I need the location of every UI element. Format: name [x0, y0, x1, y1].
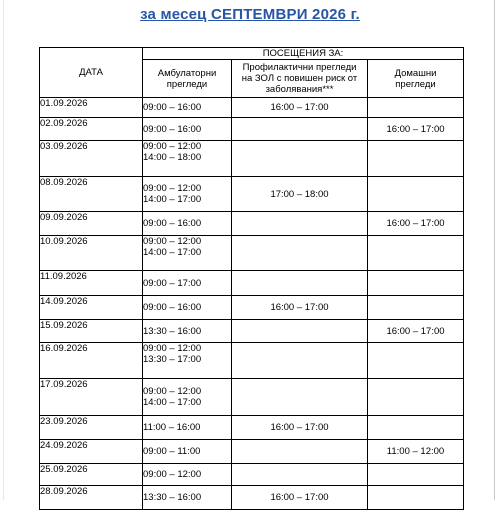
table-row: [40, 343, 464, 379]
time-range: 09:00 – 17:00: [143, 277, 202, 289]
prophylactic-cell: 16:00 – 17:00: [232, 416, 368, 440]
ambulatory-cell: [143, 486, 232, 510]
ambulatory-cell: [143, 236, 232, 271]
time-range: 09:00 – 12:00: [143, 183, 202, 194]
table-row: [40, 379, 464, 416]
date-cell: 10.09.2026: [40, 236, 143, 271]
ambulatory-header: Амбулаторни прегледи: [143, 60, 232, 98]
date-cell: 11.09.2026: [40, 271, 143, 296]
date-cell: 09.09.2026: [40, 212, 143, 236]
ambulatory-cell: [143, 320, 232, 343]
visits-group-header: ПОСЕЩЕНИЯ ЗА:: [143, 48, 464, 60]
time-range: 14:00 – 17:00: [143, 194, 202, 205]
prophylactic-cell: [232, 440, 368, 464]
ambulatory-cell: [143, 177, 232, 212]
page-title: за месец СЕПТЕМВРИ 2026 г.: [140, 6, 360, 23]
time-range: 09:00 – 11:00: [143, 446, 201, 457]
prophylactic-cell: [232, 343, 368, 379]
ambulatory-cell: [143, 296, 232, 320]
table-row: [40, 486, 464, 510]
prophylactic-cell: [232, 320, 368, 343]
home-visit-cell: 16:00 – 17:00: [368, 118, 464, 141]
table-row: [40, 320, 464, 343]
home-visit-cell: 11:00 – 12:00: [368, 440, 464, 464]
ambulatory-cell: [143, 141, 232, 177]
table-row: [40, 440, 464, 464]
date-cell: 23.09.2026: [40, 416, 143, 440]
prophylactic-cell: [232, 464, 368, 486]
time-range: 13:30 – 17:00: [143, 354, 202, 365]
ambulatory-cell: [143, 118, 232, 141]
prophylactic-cell: [232, 236, 368, 271]
date-cell: 02.09.2026: [40, 118, 143, 141]
schedule-body: [40, 98, 464, 510]
time-range: 09:00 – 12:00: [143, 141, 202, 152]
time-range: 11:00 – 16:00: [143, 422, 201, 433]
home-visit-cell: [368, 416, 464, 440]
ambulatory-cell: [143, 343, 232, 379]
ambulatory-cell: [143, 271, 232, 296]
home-visit-cell: [368, 486, 464, 510]
time-range: 14:00 – 17:00: [143, 247, 202, 258]
time-range: 14:00 – 18:00: [143, 152, 202, 163]
time-range: 13:30 – 16:00: [143, 325, 202, 337]
ambulatory-cell: [143, 416, 232, 440]
home-visit-cell: 16:00 – 17:00: [368, 320, 464, 343]
table-row: [40, 141, 464, 177]
ambulatory-cell: [143, 98, 232, 118]
date-cell: 14.09.2026: [40, 296, 143, 320]
time-range: 13:30 – 16:00: [143, 492, 202, 503]
prophylactic-cell: [232, 141, 368, 177]
home-visit-cell: [368, 343, 464, 379]
table-row: [40, 296, 464, 320]
table-row: [40, 236, 464, 271]
prophylactic-cell: [232, 379, 368, 416]
date-cell: 17.09.2026: [40, 379, 143, 416]
ambulatory-cell: [143, 212, 232, 236]
time-range: 14:00 – 17:00: [143, 397, 202, 408]
prophylactic-cell: 17:00 – 18:00: [232, 177, 368, 212]
table-row: [40, 212, 464, 236]
home-visit-cell: [368, 271, 464, 296]
table-row: [40, 271, 464, 296]
table-row: [40, 416, 464, 440]
ambulatory-cell: [143, 464, 232, 486]
prophylactic-cell: 16:00 – 17:00: [232, 486, 368, 510]
prophylactic-cell: [232, 118, 368, 141]
date-cell: 25.09.2026: [40, 464, 143, 486]
date-cell: 01.09.2026: [40, 98, 143, 118]
table-row: [40, 177, 464, 212]
home-visits-header: Домашни прегледи: [368, 60, 464, 98]
time-range: 09:00 – 12:00: [143, 469, 202, 480]
table-row: [40, 118, 464, 141]
home-visit-cell: [368, 236, 464, 271]
date-cell: 08.09.2026: [40, 177, 143, 212]
time-range: 09:00 – 16:00: [143, 218, 202, 229]
home-visit-cell: 16:00 – 17:00: [368, 212, 464, 236]
prophylactic-cell: [232, 212, 368, 236]
prophylactic-cell: 16:00 – 17:00: [232, 296, 368, 320]
prophylactic-header: Профилактични прегледи на ЗОЛ с повишен риск от заболявания***: [232, 60, 368, 98]
home-visit-cell: [368, 379, 464, 416]
date-header: ДАТА: [40, 48, 143, 98]
ambulatory-cell: [143, 379, 232, 416]
home-visit-cell: [368, 98, 464, 118]
date-cell: 24.09.2026: [40, 440, 143, 464]
home-visit-cell: [368, 177, 464, 212]
time-range: 09:00 – 12:00: [143, 343, 202, 354]
home-visit-cell: [368, 141, 464, 177]
schedule-table: [39, 47, 464, 510]
date-cell: 03.09.2026: [40, 141, 143, 177]
time-range: 09:00 – 16:00: [143, 102, 202, 113]
home-visit-cell: [368, 296, 464, 320]
prophylactic-cell: 16:00 – 17:00: [232, 98, 368, 118]
prophylactic-cell: [232, 271, 368, 296]
table-row: [40, 464, 464, 486]
date-cell: 16.09.2026: [40, 343, 143, 379]
time-range: 09:00 – 12:00: [143, 386, 202, 397]
time-range: 09:00 – 16:00: [143, 302, 202, 313]
table-row: [40, 98, 464, 118]
date-cell: 15.09.2026: [40, 320, 143, 343]
time-range: 09:00 – 12:00: [143, 236, 202, 247]
date-cell: 28.09.2026: [40, 486, 143, 510]
time-range: 09:00 – 16:00: [143, 123, 202, 135]
home-visit-cell: [368, 464, 464, 486]
ambulatory-cell: [143, 440, 232, 464]
